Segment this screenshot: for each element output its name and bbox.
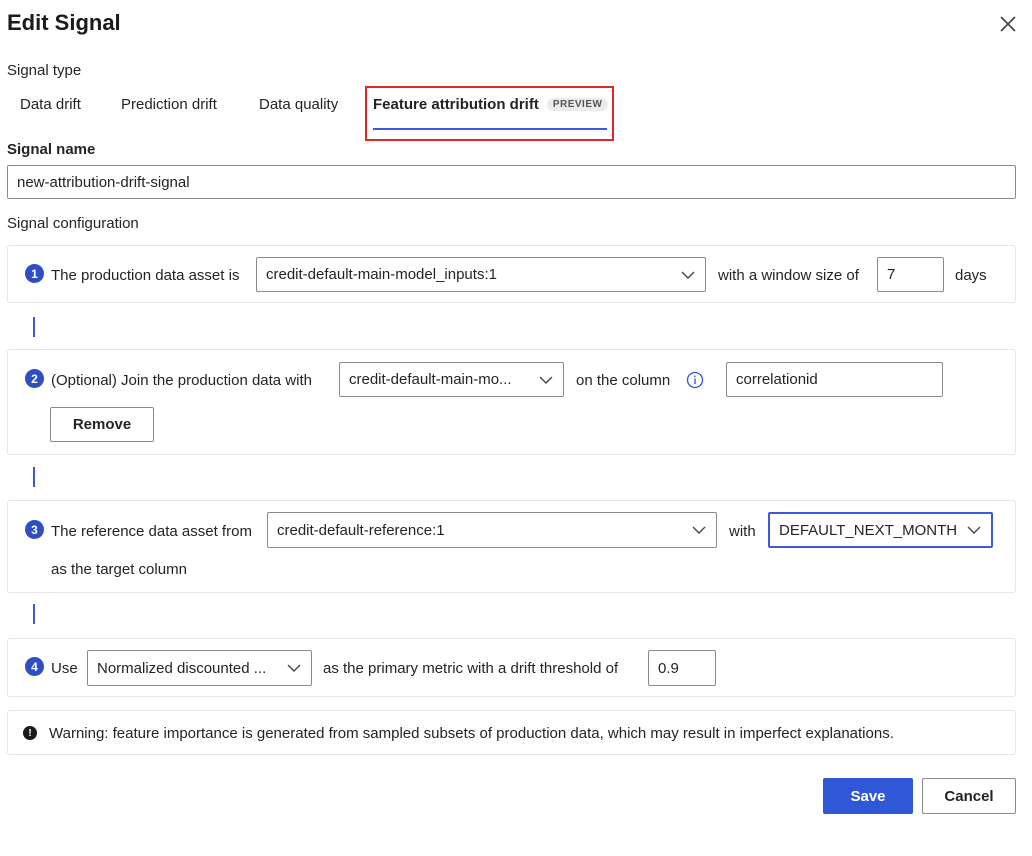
signal-name-input[interactable]: new-attribution-drift-signal [7,165,1016,199]
use-text: Use [51,660,78,677]
metric-text: as the primary metric with a drift threshold of [323,660,619,677]
production-data-asset-value: credit-default-main-model_inputs:1 [266,266,497,283]
window-size-input[interactable]: 7 [877,257,944,292]
step-connector [33,317,35,337]
chevron-down-icon [691,522,707,538]
tab-data-quality[interactable]: Data quality [259,96,339,113]
remove-button[interactable]: Remove [50,407,154,442]
target-column-value: DEFAULT_NEXT_MONTH [779,521,958,539]
step-connector [33,604,35,624]
preview-badge: PREVIEW [547,98,609,111]
step2-text: (Optional) Join the production data with [51,372,312,389]
tab-feature-attribution-drift-label: Feature attribution drift [373,96,539,113]
step1-number: 1 [25,264,44,283]
step-connector [33,467,35,487]
target-column-dropdown[interactable] [768,512,993,548]
step3-text: The reference data asset from [51,523,252,540]
step1-text: The production data asset is [51,267,240,284]
window-size-text: with a window size of [718,267,859,284]
on-column-text: on the column [576,372,671,389]
save-button[interactable]: Save [823,778,913,814]
tab-prediction-drift[interactable]: Prediction drift [121,96,217,113]
signal-type-label: Signal type [7,62,82,79]
window-unit-text: days [955,267,987,284]
tab-data-drift[interactable]: Data drift [20,96,81,113]
dialog-title: Edit Signal [7,10,121,35]
warning-icon: ! [23,726,37,740]
close-icon [996,12,1020,36]
join-column-input[interactable]: correlationid [726,362,943,397]
cancel-button[interactable]: Cancel [922,778,1016,814]
highlight-box [365,86,614,141]
reference-data-asset-dropdown[interactable] [267,512,717,548]
join-data-asset-dropdown[interactable] [339,362,564,397]
step4-number: 4 [25,657,44,676]
join-data-asset-value: credit-default-main-mo... [349,371,512,388]
info-icon[interactable] [686,371,704,389]
chevron-down-icon [680,267,696,283]
target-column-text: as the target column [51,561,187,578]
step3-number: 3 [25,520,44,539]
chevron-down-icon [538,372,554,388]
drift-threshold-input[interactable]: 0.9 [648,650,716,686]
chevron-down-icon [966,522,982,538]
step2-number: 2 [25,369,44,388]
warning-text: Warning: feature importance is generated from sampled subsets of production data, which may result in imperfect explanations. [49,725,894,742]
with-text: with [729,523,756,540]
metric-dropdown[interactable] [87,650,312,686]
reference-data-asset-value: credit-default-reference:1 [277,521,445,539]
chevron-down-icon [286,660,302,676]
close-button[interactable] [996,12,1020,36]
signal-name-label: Signal name [7,141,96,158]
metric-value: Normalized discounted ... [97,659,267,677]
signal-configuration-label: Signal configuration [7,215,139,232]
production-data-asset-dropdown[interactable] [256,257,706,292]
